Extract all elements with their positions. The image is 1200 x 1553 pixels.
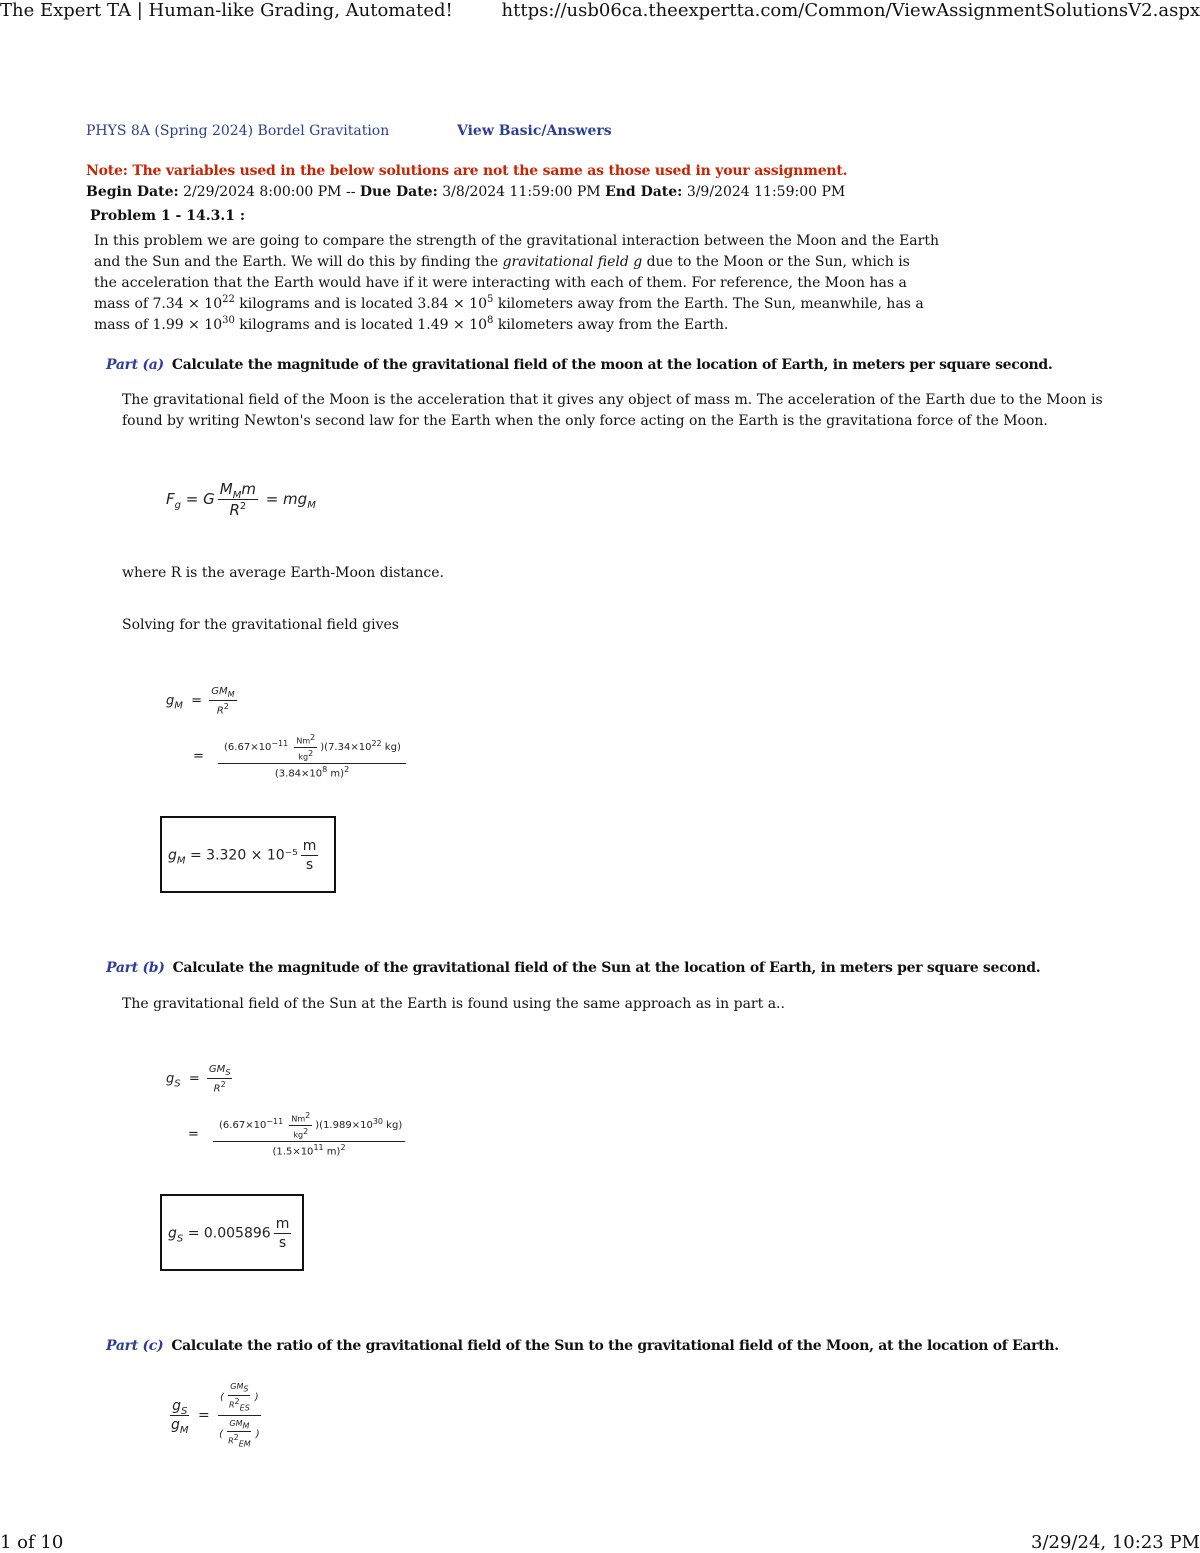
due-date-value: 3/8/2024 11:59:00 PM [442, 184, 601, 200]
part-c-question: Calculate the ratio of the gravitational field of the Sun to the gravitational field of the Moon, at the location of Earth. [171, 1338, 1059, 1354]
ratio-formula: $\frac{g_S}{g_M}$ = ( $\frac{GM_S}{R^2_{ES}}$ ) ( $\frac{GM_M}{R^2_{EM}}$ ) [171, 1382, 260, 1449]
sun-field-formula: $g_S$ = $\frac{GM_S}{R^2}$ [166, 1064, 231, 1095]
part-b-answer-value: = 0.005896 [187, 1225, 271, 1242]
part-b-label: Part (b) [106, 960, 165, 976]
intro-line-1: In this problem we are going to compare the strength of the gravitational interaction between the Moon and the Earth [94, 233, 939, 249]
intro-line-3: the acceleration that the Earth would have if it were interacting with each of them. For reference, the Moon has a [94, 275, 907, 291]
part-c-heading [106, 1338, 1059, 1354]
variables-note: Note: The variables used in the below solutions are not the same as those used in your assignment. [86, 163, 848, 179]
problem-title: Problem 1 - 14.3.1 : [90, 208, 245, 224]
begin-date-value: 2/29/2024 8:00:00 PM -- [183, 184, 356, 200]
solving-text: Solving for the gravitational field gives [122, 617, 399, 633]
part-a-label: Part (a) [106, 357, 164, 373]
part-b-heading [106, 960, 1040, 976]
intro-line-5: mass of $1.99 \times 10^{30}$ kilograms and is located $1.49 \times 10^8$ kilometers away from the Earth. [94, 315, 729, 333]
due-date-label: Due Date: [359, 184, 438, 200]
part-b-answer-box: $g_S = 0.005896$ $\frac{m}{s}$ [160, 1194, 304, 1271]
newton-law-equation: $F_g = G$ $\frac{M_Mm}{R^2}$ = $mg_M$ [166, 480, 316, 519]
moon-field-substitution: = ($6.67\times 10^{-11}$ $\frac{Nm^2}{kg^2}$ )($7.34\times 10^{22}$ kg) ($3.84\times 10^8$ m)$^2$ [193, 733, 409, 780]
pdf-footer-timestamp: 3/29/24, 10:23 PM [1031, 1532, 1200, 1553]
part-a-answer-box: $g_M = 3.320 \times 10^{-5}$ $\frac{m}{s}$ [160, 816, 336, 893]
problem-intro [94, 231, 939, 336]
intro-line-2: and the Sun and the Earth. We will do this by finding the gravitational field g due to the Moon or the Sun, which is [94, 254, 910, 270]
end-date-label: End Date: [605, 184, 683, 200]
pdf-footer-page: 1 of 10 [0, 1532, 64, 1553]
part-b-question: Calculate the magnitude of the gravitational field of the Sun at the location of Earth, in meters per square second. [172, 960, 1041, 976]
assignment-dates [86, 184, 845, 200]
intro-line-4: mass of $7.34 \times 10^{22}$ kilograms and is located $3.84 \times 10^5$ kilometers away from the Earth. The Sun, meanwhile, has a [94, 294, 924, 312]
moon-field-formula: $g_M$ = $\frac{GM_M}{R^2}$ [166, 686, 235, 717]
pdf-header-title: The Expert TA | Human-like Grading, Automated! [0, 0, 453, 21]
part-a-answer-value: = 3.320 × 10⁻⁵ [189, 847, 298, 864]
part-a-para-1: The gravitational field of the Moon is the acceleration that it gives any object of mass m. The acceleration of the Earth due to the Moon is [122, 392, 1103, 408]
part-a-explanation [122, 390, 1103, 432]
pdf-header-url: https://usb06ca.theexpertta.com/Common/ViewAssignmentSolutionsV2.aspx [501, 0, 1200, 21]
part-a-heading [106, 357, 1052, 373]
part-c-label: Part (c) [106, 1338, 164, 1354]
sun-field-substitution: = ($6.67\times 10^{-11}$ $\frac{Nm^2}{kg^2}$ )($1.989\times 10^{30}$ kg) ($1.5\times 10^{11}$ m)$^2$ [188, 1111, 408, 1158]
view-basic-answers-link[interactable]: View Basic/Answers [457, 123, 612, 139]
end-date-value: 3/9/2024 11:59:00 PM [686, 184, 846, 200]
part-a-question: Calculate the magnitude of the gravitational field of the moon at the location of Earth, in meters per square second. [171, 357, 1053, 373]
part-b-explanation: The gravitational field of the Sun at the Earth is found using the same approach as in part a.. [122, 996, 785, 1012]
begin-date-label: Begin Date: [86, 184, 179, 200]
course-title: PHYS 8A (Spring 2024) Bordel Gravitation [86, 123, 390, 139]
where-r-text: where R is the average Earth-Moon distance. [122, 565, 444, 581]
part-a-para-2: found by writing Newton's second law for the Earth when the only force acting on the Earth is the gravitationa force of the Moon. [122, 413, 1048, 429]
